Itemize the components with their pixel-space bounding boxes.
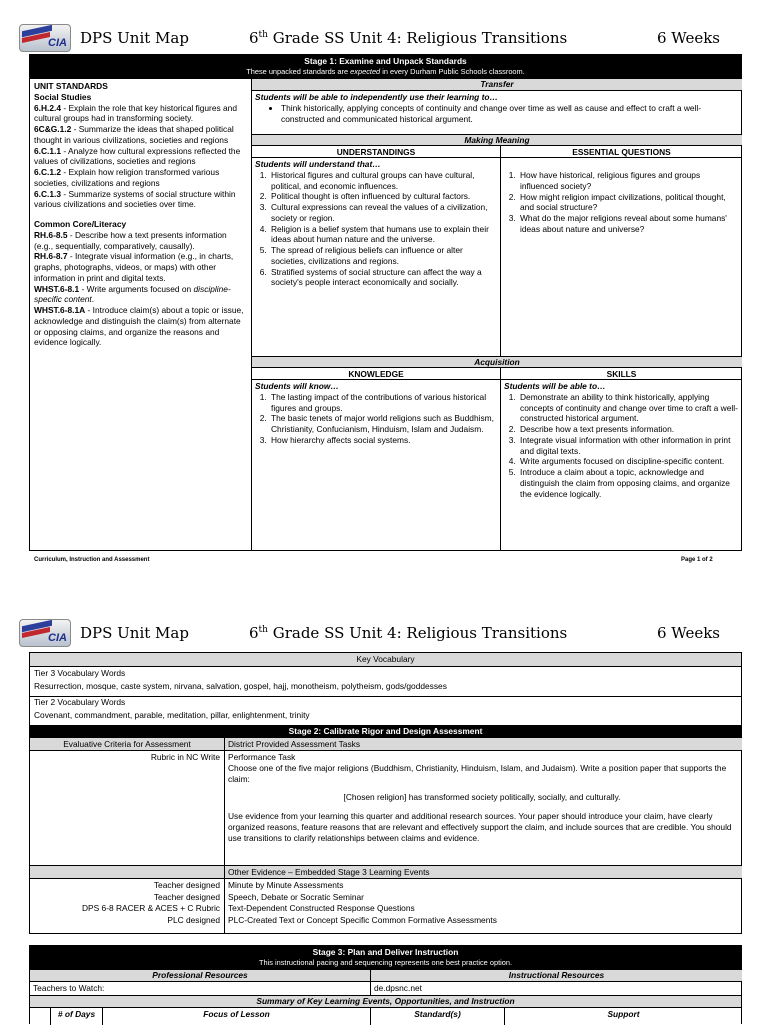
common-core-standards bbox=[34, 230, 248, 348]
header-duration: 6 Weeks bbox=[656, 29, 720, 47]
standard-code: WHST.6-8.1A bbox=[34, 305, 86, 315]
standard-code: WHST.6-8.1 bbox=[34, 283, 80, 294]
understanding-item: 6. Stratified systems of social structure can affect the way a society's people interact economically and socially. bbox=[269, 267, 497, 289]
understanding-item: 4. Religion is a belief system that humans use to explain their ideas about human nature and the universe. bbox=[269, 224, 497, 246]
col-support: Support bbox=[607, 1009, 640, 1019]
standard-text: - Introduce claim(s) about a topic or issue, acknowledge and distinguish the claim(s) from alternate or opposing claims, and organize the reasons and evidence logically. bbox=[34, 305, 244, 348]
tier2-vocabulary: Tier 2 Vocabulary Words Covenant, commandment, parable, meditation, pillar, enlightenment, trinity bbox=[34, 697, 310, 720]
standard-text: - Analyze how cultural expressions reflected the values of civilizations, societies and regions bbox=[34, 145, 241, 167]
standards-standard bbox=[34, 103, 248, 125]
standard-code: 6.C.1.3 bbox=[34, 188, 62, 199]
knowledge-item: 2. The basic tenets of major world religions such as Buddhism, Christianity, Confucianism, Hinduism, Islam and Judaism. bbox=[269, 413, 497, 435]
cc_standards-standard bbox=[34, 305, 248, 348]
essential-question-item: 1. How have historical, religious figures and groups influenced society? bbox=[518, 170, 738, 192]
skill-item: 5. Introduce a claim about a topic, acknowledge and distinguish the claim from opposing claims, and organize the evidence logically. bbox=[518, 467, 738, 499]
standard-code: 6.C.1.2 bbox=[34, 167, 62, 177]
essential-questions-section bbox=[504, 170, 738, 235]
summary-bar: Summary of Key Learning Events, Opportunities, and Instruction bbox=[30, 995, 741, 1008]
stage3-title-bar: Stage 3: Plan and Deliver Instruction This instructional pacing and sequencing represents one best practice option. bbox=[30, 946, 741, 970]
standards-standard bbox=[34, 146, 248, 168]
skills-label: SKILLS bbox=[501, 369, 742, 380]
transfer-goal: • Think historically, applying concepts of continuity and change over time as well as cause and effect to craft a well-constructed and communicated historical argument. bbox=[281, 103, 739, 125]
evidence-item: Minute by Minute Assessments bbox=[228, 880, 344, 890]
standard-emphasis: discipline-specific content bbox=[34, 283, 231, 305]
col-focus: Focus of Lesson bbox=[203, 1009, 270, 1019]
col-days: # of Days bbox=[57, 1009, 96, 1019]
rubric-label: Rubric in NC Write bbox=[150, 752, 220, 762]
understanding-item: 3. Cultural expressions can reveal the values of a civilization, society or region. bbox=[269, 202, 497, 224]
evidence-designer: DPS 6-8 RACER & ACES + C Rubric bbox=[82, 903, 220, 913]
footer-page-number: Page 1 of 2 bbox=[681, 557, 713, 563]
other-evidence-label: Other Evidence – Embedded Stage 3 Learning Events bbox=[225, 866, 742, 879]
cia-logo: CIA bbox=[19, 24, 71, 52]
instructional-resource-link[interactable]: de.dpsnc.net bbox=[374, 983, 422, 993]
standard-text: - Summarize systems of social structure within various civilizations and societies over time. bbox=[34, 188, 236, 210]
skill-item: 2. Describe how a text presents information. bbox=[518, 424, 738, 435]
page-header-2 bbox=[0, 619, 768, 649]
header-title-left: DPS Unit Map bbox=[80, 29, 189, 47]
understandings-section: Students will understand that… 1. Historical figures and cultural groups can have cultural, political, and economic influences. 2. Political thought is often influenced by cultural factors. 3. Cultural expressions can reveal the values of a civilization, society or region. 4. Religion is a belief system that humans use to explain their ideas about human nature and the universe. 5. The spread of religious beliefs can influence or alter societies, civilizations and regions. 6. Stratified systems of social structure can affect the way a society's people interact economically and socially. bbox=[255, 159, 497, 288]
stage1-title-bar: Stage 1: Examine and Unpack Standards These unpacked standards are expected in every Durham Public Schools classroom. bbox=[30, 55, 741, 79]
standard-code: RH.6-8.5 bbox=[34, 229, 68, 240]
understandings-label: UNDERSTANDINGS bbox=[252, 147, 500, 158]
header-title-left-2: DPS Unit Map bbox=[80, 624, 189, 642]
transfer-section: Students will be able to independently use their learning to… • Think historically, applying concepts of continuity and change over time as well as cause and effect to craft a well-constructed and communicated historical argument. bbox=[255, 92, 739, 124]
social-studies-standards bbox=[34, 103, 248, 211]
knowledge-label: KNOWLEDGE bbox=[252, 369, 500, 380]
other-evidence-list bbox=[30, 880, 742, 926]
cc_standards-standard bbox=[34, 230, 248, 252]
professional-resources-label: Professional Resources bbox=[30, 970, 370, 982]
header-title-center-2: 6th Grade SS Unit 4: Religious Transitions bbox=[249, 624, 568, 642]
evidence-item: Speech, Debate or Socratic Seminar bbox=[228, 891, 364, 902]
essential-question-item: 2. How might religion impact civilizations, political thought, and social structure? bbox=[518, 192, 738, 214]
evidence-designer: Teacher designed bbox=[153, 880, 220, 890]
standard-text: - Describe how a text presents information (e.g., sequentially, comparatively, causally). bbox=[34, 229, 227, 251]
standard-code: 6C&G.1.2 bbox=[34, 124, 72, 134]
standard-text: - Summarize the ideas that shaped political thought in various civilizations, societies and regions bbox=[34, 124, 234, 145]
other-evidence-row bbox=[30, 892, 742, 904]
skills-section: Students will be able to… 1. Demonstrate an ability to think historically, applying concepts of continuity and change over time to craft a well-constructed historical argument. 2. Describe how a text presents information. 3. Integrate visual information with other information in print and digital texts. 4. Write arguments focused on discipline-specific content. 5. Introduce a claim about a topic, acknowledge and distinguish the claim from opposing claims, and organize the evidence logically. bbox=[504, 381, 738, 499]
page-2 bbox=[0, 600, 768, 1024]
essential-question-item: 3. What do the major religions reveal about some humans' ideas about nature and universe? bbox=[518, 213, 738, 235]
understanding-item: 2. Political thought is often influenced by cultural factors. bbox=[269, 191, 497, 202]
acquisition-bar: Acquisition bbox=[252, 356, 742, 368]
understanding-item: 1. Historical figures and cultural groups can have cultural, political, and economic influences. bbox=[269, 170, 497, 192]
header-duration-2: 6 Weeks bbox=[656, 624, 720, 642]
col-standards: Standard(s) bbox=[414, 1009, 461, 1019]
stage2-title-bar: Stage 2: Calibrate Rigor and Design Assessment bbox=[30, 725, 741, 738]
standards-standard bbox=[34, 167, 248, 189]
header-title-center: 6th Grade SS Unit 4: Religious Transitions bbox=[249, 29, 568, 47]
standard-code: 6.C.1.1 bbox=[34, 145, 62, 156]
standard-text: - Explain how religion transformed various societies, civilizations and regions bbox=[34, 167, 220, 188]
evidence-designer: PLC designed bbox=[167, 914, 220, 925]
standard-text: - Integrate visual information (e.g., in charts, graphs, photographs, videos, or maps) with other information in print and digital texts. bbox=[34, 251, 234, 283]
cia-logo-2: CIA bbox=[19, 619, 71, 647]
unit-standards-column bbox=[34, 81, 248, 348]
knowledge-section: Students will know… 1. The lasting impact of the contributions of various historical figures and groups. 2. The basic tenets of major world religions such as Buddhism, Christianity, Confucianism, Hinduism, Islam and Judaism. 3. How hierarchy affects social systems. bbox=[255, 381, 497, 446]
transfer-bar: Transfer bbox=[252, 79, 742, 91]
evidence-designer: Teacher designed bbox=[153, 891, 220, 902]
other-evidence-row bbox=[30, 915, 742, 927]
teachers-to-watch: Teachers to Watch: bbox=[33, 983, 105, 993]
social-studies-label: Social Studies bbox=[34, 91, 92, 102]
standard-text: - Explain the role that key historical figures and cultural groups had in transforming society. bbox=[34, 102, 237, 124]
knowledge-item: 1. The lasting impact of the contributions of various historical figures and groups. bbox=[269, 392, 497, 414]
understanding-item: 5. The spread of religious beliefs can influence or alter societies, civilizations and regions. bbox=[269, 245, 497, 267]
footer-left: Curriculum, Instruction and Assessment bbox=[34, 557, 150, 563]
performance-task-claim: [Chosen religion] has transformed society politically, socially, and culturally. bbox=[343, 792, 621, 803]
standard-text: - Write arguments focused on bbox=[79, 283, 194, 294]
other-evidence-row bbox=[30, 903, 742, 915]
evaluative-criteria-label: Evaluative Criteria for Assessment bbox=[30, 738, 224, 751]
stage3-table bbox=[29, 945, 742, 1024]
tier3-vocabulary: Tier 3 Vocabulary Words Resurrection, mosque, caste system, nirvana, salvation, gospel, hajj, monotheism, polytheism, gods/goddesses bbox=[34, 668, 447, 691]
district-tasks-label: District Provided Assessment Tasks bbox=[225, 738, 742, 751]
page-header bbox=[0, 24, 768, 54]
cc_standards-standard: WHST.6-8.1 - Write arguments focused on discipline-specific content. bbox=[34, 283, 231, 305]
instructional-resources-label: Instructional Resources bbox=[371, 970, 742, 982]
stage1-table bbox=[29, 54, 742, 551]
standards-standard bbox=[34, 189, 248, 211]
evidence-item: PLC-Created Text or Concept Specific Common Formative Assessments bbox=[228, 914, 497, 925]
knowledge-item: 3. How hierarchy affects social systems. bbox=[269, 435, 497, 446]
common-core-label: Common Core/Literacy bbox=[34, 219, 127, 229]
stage2-table bbox=[29, 652, 742, 934]
unit-standards-label: UNIT STANDARDS bbox=[34, 81, 108, 91]
standard-code: RH.6-8.7 bbox=[34, 251, 68, 262]
making-meaning-bar: Making Meaning bbox=[252, 134, 742, 146]
skill-item: 3. Integrate visual information with other information in print and digital texts. bbox=[518, 435, 738, 457]
standard-code: 6.H.2.4 bbox=[34, 102, 62, 113]
skill-item: 1. Demonstrate an ability to think historically, applying concepts of continuity and change over time to craft a well-constructed historical argument. bbox=[518, 392, 738, 424]
key-vocabulary-bar: Key Vocabulary bbox=[30, 653, 741, 667]
other-evidence-row bbox=[30, 880, 742, 892]
cc_standards-standard bbox=[34, 251, 248, 283]
performance-task: Performance Task Choose one of the five major religions (Buddhism, Christianity, Hinduism, Islam, and Judaism). Write a position paper that supports the claim: [Chosen religion] has transformed society politically, socially, and culturally. Use evidence from your learning this quarter and additional research sources. Your paper should introduce your claim, have clearly organized reasons, feature reasons that are relevant and effectively support the claim, and include sources that are credible. You should use transitions to clarify relationships between claims and evidence. bbox=[228, 752, 736, 843]
standards-standard bbox=[34, 124, 248, 146]
essential-questions-label: ESSENTIAL QUESTIONS bbox=[501, 147, 742, 158]
evidence-item: Text-Dependent Constructed Response Questions bbox=[228, 903, 415, 913]
skill-item: 4. Write arguments focused on discipline-specific content. bbox=[518, 456, 738, 467]
